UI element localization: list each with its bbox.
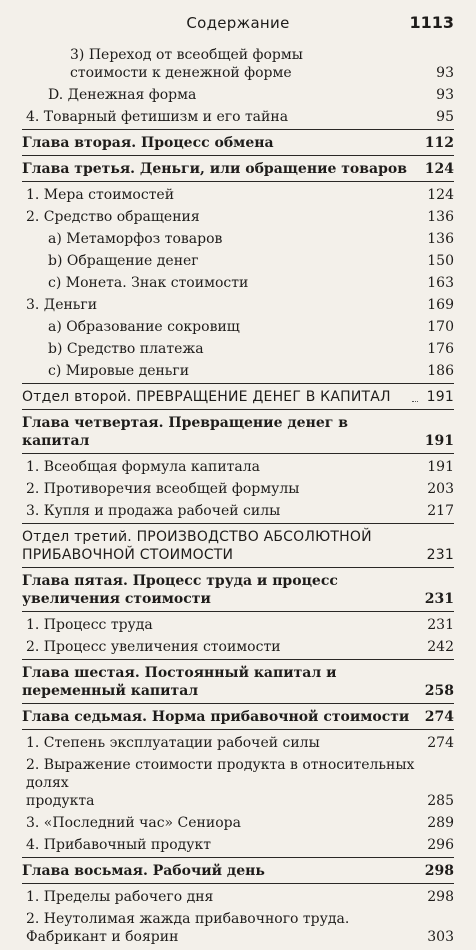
dot-leader — [412, 401, 418, 402]
toc-entry-label: 2. Выражение стоимости продукта в относительных долях продукта — [26, 757, 415, 809]
toc-entry-page: 289 — [427, 815, 454, 831]
separator-rule — [22, 703, 454, 704]
toc-entry-label: 2. Процесс увеличения стоимости — [26, 639, 281, 655]
toc-entry-label: с) Мировые деньги — [48, 363, 190, 379]
toc-chapter — [22, 708, 454, 726]
toc-entry-page: 285 — [427, 793, 454, 809]
separator-rule — [22, 567, 454, 568]
separator-rule — [22, 611, 454, 612]
toc-item — [22, 46, 454, 82]
running-header — [0, 14, 476, 36]
toc-entry-page: 217 — [427, 503, 454, 519]
toc-entry-label: 4. Товарный фетишизм и его тайна — [26, 109, 289, 125]
toc-item — [22, 734, 454, 752]
toc-item — [22, 756, 454, 810]
toc-entry-label: 3. «Последний час» Сениора — [26, 815, 241, 831]
toc-part-heading — [22, 388, 454, 406]
toc-entry-label: Глава седьмая. Норма прибавочной стоимости — [22, 709, 410, 725]
separator-rule — [22, 409, 454, 410]
separator-rule — [22, 523, 454, 524]
toc-entry-label: Глава пятая. Процесс труда и процесс увеличения стоимости — [22, 573, 338, 607]
page-number: 1113 — [409, 13, 454, 32]
toc-entry-page: 186 — [427, 363, 454, 379]
separator-rule — [22, 659, 454, 660]
separator-rule — [22, 729, 454, 730]
toc-item — [22, 616, 454, 634]
toc-entry-page: 231 — [426, 547, 454, 563]
toc-entry-label: а) Образование сокровищ — [48, 319, 240, 335]
toc-chapter — [22, 160, 454, 178]
toc-entry-label: 2. Противоречия всеобщей формулы — [26, 481, 300, 497]
toc-item — [22, 362, 454, 380]
toc-entry-page: 274 — [427, 735, 454, 751]
toc-entry-page: 191 — [427, 459, 454, 475]
toc-entry-page: 150 — [427, 253, 454, 269]
toc-chapter — [22, 414, 454, 450]
toc-entry-page: 124 — [424, 161, 454, 177]
toc-entry-page: 231 — [424, 591, 454, 607]
toc-entry-label: b) Обращение денег — [48, 253, 199, 269]
toc-item — [22, 888, 454, 906]
toc-chapter — [22, 134, 454, 152]
toc-entry-page: 298 — [424, 863, 454, 879]
toc-item — [22, 86, 454, 104]
toc-entry-page: 136 — [427, 231, 454, 247]
toc-entry-page: 95 — [436, 109, 454, 125]
toc-entry-label: Глава третья. Деньги, или обращение товаров — [22, 161, 407, 177]
toc-entry-page: 296 — [427, 837, 454, 853]
toc-entry-label: 1. Всеобщая формула капитала — [26, 459, 260, 475]
toc-entry-label: с) Монета. Знак стоимости — [48, 275, 249, 291]
toc-item — [22, 296, 454, 314]
toc-entry-label: 2. Неутолимая жажда прибавочного труда. Фабрикант и боярин — [26, 911, 350, 945]
toc-item — [22, 814, 454, 832]
toc-entry-page: 170 — [427, 319, 454, 335]
toc-chapter — [22, 572, 454, 608]
toc-part-heading — [22, 528, 454, 564]
toc-entry-label: 3) Переход от всеобщей формы стоимости к денежной форме — [70, 47, 303, 81]
toc-entry-page: 169 — [427, 297, 454, 313]
separator-rule — [22, 453, 454, 454]
toc-item — [22, 108, 454, 126]
toc-entry-page: 203 — [427, 481, 454, 497]
toc-item — [22, 638, 454, 656]
toc-item — [22, 502, 454, 520]
toc-entry-page: 258 — [424, 683, 454, 699]
toc-item — [22, 480, 454, 498]
separator-rule — [22, 155, 454, 156]
toc-entry-label: Глава четвертая. Превращение денег в капитал — [22, 415, 348, 449]
toc-item — [22, 318, 454, 336]
toc-entry-page: 163 — [427, 275, 454, 291]
toc-item — [22, 836, 454, 854]
toc-entry-label: 1. Степень эксплуатации рабочей силы — [26, 735, 320, 751]
toc-entry-label: Отдел второй. ПРЕВРАЩЕНИЕ ДЕНЕГ В КАПИТАЛ — [22, 389, 391, 405]
toc-item — [22, 274, 454, 292]
separator-rule — [22, 181, 454, 182]
toc-entry-label: Глава восьмая. Рабочий день — [22, 863, 265, 879]
separator-rule — [22, 129, 454, 130]
toc-chapter — [22, 862, 454, 880]
separator-rule — [22, 883, 454, 884]
toc-item — [22, 458, 454, 476]
toc-entry-page: 303 — [427, 929, 454, 945]
toc-entry-label: 1. Процесс труда — [26, 617, 153, 633]
toc-item — [22, 230, 454, 248]
toc-item — [22, 186, 454, 204]
toc-entry-page: 124 — [427, 187, 454, 203]
toc-entry-page: 274 — [424, 709, 454, 725]
toc-entry-label: D. Денежная форма — [48, 87, 197, 103]
toc-item — [22, 910, 454, 946]
separator-rule — [22, 857, 454, 858]
toc-item — [22, 340, 454, 358]
toc-entry-page: 191 — [424, 433, 454, 449]
separator-rule — [22, 383, 454, 384]
toc-entry-page: 191 — [426, 389, 454, 405]
toc-entry-label: 4. Прибавочный продукт — [26, 837, 211, 853]
toc-entry-label: 1. Пределы рабочего дня — [26, 889, 214, 905]
toc-entry-page: 136 — [427, 209, 454, 225]
toc-entry-label: 3. Деньги — [26, 297, 98, 313]
toc-entry-label: Глава шестая. Постоянный капитал и переменный капитал — [22, 665, 337, 699]
toc-entry-page: 176 — [427, 341, 454, 357]
toc-entry-page: 242 — [427, 639, 454, 655]
toc-entry-page: 112 — [424, 135, 454, 151]
toc-entry-label: Отдел третий. ПРОИЗВОДСТВО АБСОЛЮТНОЙ ПРИБАВОЧНОЙ СТОИМОСТИ — [22, 529, 372, 563]
toc-item — [22, 208, 454, 226]
toc-entry-label: а) Метаморфоз товаров — [48, 231, 223, 247]
toc-entry-label: 2. Средство обращения — [26, 209, 200, 225]
toc-chapter — [22, 664, 454, 700]
toc-entry-page: 93 — [436, 65, 454, 81]
toc-entry-label: 3. Купля и продажа рабочей силы — [26, 503, 281, 519]
page-title: Содержание — [186, 14, 290, 32]
toc-entry-label: Глава вторая. Процесс обмена — [22, 135, 274, 151]
toc-entry-label: 1. Мера стоимостей — [26, 187, 175, 203]
toc-entry-page: 93 — [436, 87, 454, 103]
table-of-contents — [22, 46, 454, 950]
toc-item — [22, 252, 454, 270]
toc-entry-page: 298 — [427, 889, 454, 905]
toc-entry-label: b) Средство платежа — [48, 341, 204, 357]
toc-entry-page: 231 — [427, 617, 454, 633]
